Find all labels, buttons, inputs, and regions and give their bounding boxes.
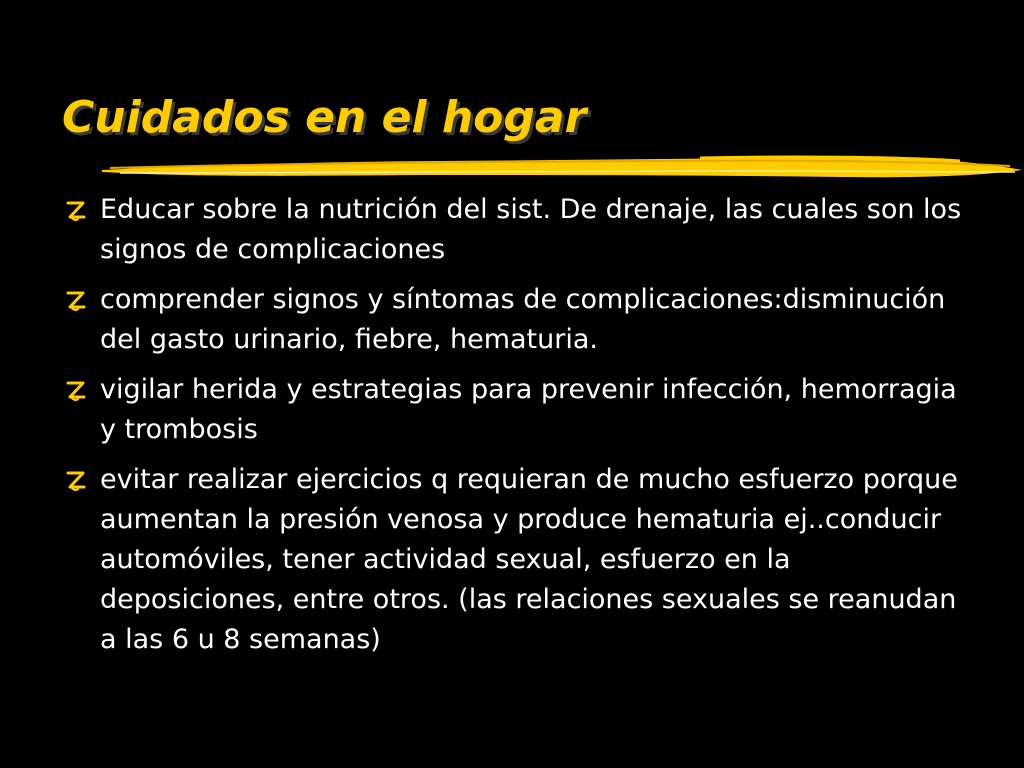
yellow-brush-stroke-divider <box>100 150 1024 186</box>
bullet-text: evitar realizar ejercicios q requieran de mucho esfuerzo porque aumentan la presión venosa y produce hematuria ej..conducir automóviles, tener actividad sexual, esfuerzo en la deposiciones, entre otros. (las relaciones sexuales se reanudan a las 6 u 8 semanas) <box>100 464 958 655</box>
z-bullet-icon <box>62 286 90 314</box>
bullet-item <box>62 280 962 360</box>
z-bullet-icon <box>62 466 90 494</box>
bullet-text: comprender signos y síntomas de complicaciones:disminución del gasto urinario, fiebre, hematuria. <box>100 284 946 355</box>
bullet-item <box>62 190 962 270</box>
bullet-text: vigilar herida y estrategias para prevenir infección, hemorragia y trombosis <box>100 374 957 445</box>
bullet-item <box>62 370 962 450</box>
z-bullet-icon <box>62 376 90 404</box>
bullet-item <box>62 460 962 660</box>
z-bullet-icon <box>62 196 90 224</box>
bullet-list <box>62 190 962 670</box>
bullet-text: Educar sobre la nutrición del sist. De drenaje, las cuales son los signos de complicaciones <box>100 194 962 265</box>
slide-title: Cuidados en el hogar <box>62 92 587 143</box>
